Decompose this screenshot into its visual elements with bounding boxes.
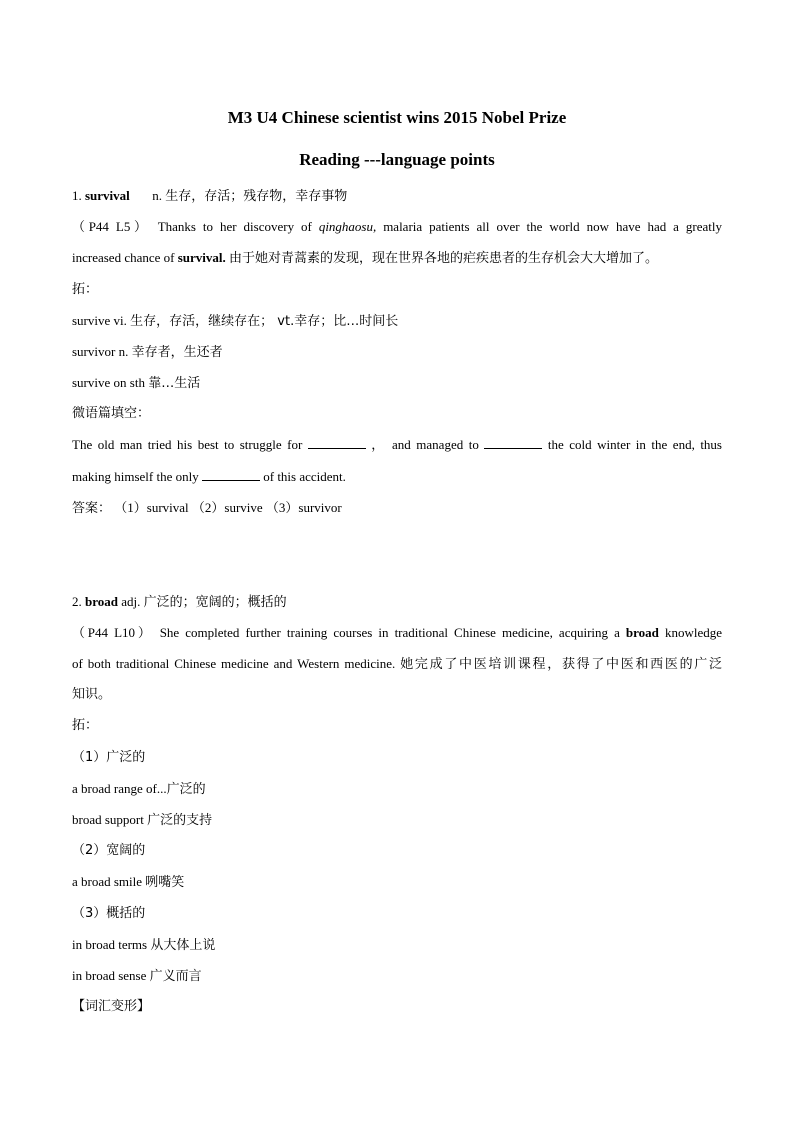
item-1-answer: 答案： （1）survival （2）survive （3）survivor [72,500,342,516]
blank-1 [308,437,366,449]
item-2-example-keyword: broad [625,625,659,640]
item-1-extension-3: survive on sth 靠…生活 [72,375,201,391]
item-1-heading [72,188,722,205]
item-2-number: 2. [72,594,82,609]
item-2-phrase-1: a broad range of...广泛的 [72,781,206,797]
item-1-example-line-2: increased chance of survival. 由于她对青蒿素的发现，现在世界各地的疟疾患者的生存机会大大增加了。 [72,250,659,266]
item-2-extend-label: 拓： [72,718,99,733]
item-1-exercise-label: 微语篇填空： [72,406,151,421]
document-title: M3 U4 Chinese scientist wins 2015 Nobel Prize [227,108,567,127]
item-2-phrase-4: in broad terms 从大体上说 [72,937,216,953]
item-2-sense-3: （3）概括的 [72,906,146,921]
item-1-example-line-1: （P44 L5） Thanks to her discovery of qinghaosu, malaria patients all over the world now have had a greatly [72,219,722,234]
item-2-phrase-3: a broad smile 咧嘴笑 [72,874,185,890]
item-1-translation: 由于她对青蒿素的发现，现在世界各地的疟疾患者的生存机会大大增加了。 [229,251,659,266]
item-2-translation-cont: 知识。 [72,687,112,702]
item-2-sense-1: （1）广泛的 [72,750,146,765]
item-2-phrase-2: broad support 广泛的支持 [72,812,213,828]
blank-2 [484,437,542,449]
item-2-sense-2: （2）宽阔的 [72,843,146,858]
document-subtitle: Reading ---language points [299,150,495,169]
item-1-number: 1. [72,188,82,203]
blank-3 [202,469,260,481]
item-1-exercise-line-1: The old man tried his best to struggle for ， and managed to the cold winter in the end, thus [72,437,722,453]
item-2-example-line-1: （P44 L10） She completed further training courses in traditional Chinese medicine, acquiring a broad knowledge [72,625,723,640]
item-2-ref: （P44 L10） [72,625,154,640]
item-2-pos: adj. [121,594,141,609]
item-1-extension-2: survivor n. 幸存者，生还者 [72,344,223,360]
vocabulary-forms-heading: 【词汇变形】 [72,999,151,1014]
item-2-meaning: 广泛的；宽阔的；概括的 [143,595,287,610]
item-1-word: survival [85,188,130,203]
item-1-pos: n. [152,188,163,203]
item-1-italic-term: qinghaosu, [318,219,377,234]
item-1-meaning: 生存，存活；残存物，幸存事物 [165,189,348,204]
item-2-example-line-2: of both traditional Chinese medicine and Western medicine. 她完成了中医培训课程，获得了中医和西医的广泛 [72,656,722,672]
item-2-translation: 她完成了中医培训课程，获得了中医和西医的广泛 [400,657,722,672]
item-1-exercise-line-2: making himself the only of this accident. [72,469,346,484]
item-2-word: broad [85,594,118,609]
item-2-phrase-5: in broad sense 广义而言 [72,968,202,984]
item-1-ref: （P44 L5） [72,219,151,234]
item-1-example-keyword: survival. [177,250,226,265]
item-1-extend-label: 拓： [72,282,99,297]
item-2-heading [72,594,722,611]
item-1-extension-1: survive vi. 生存，存活，继续存在； vt.幸存；比…时间长 [72,313,399,329]
